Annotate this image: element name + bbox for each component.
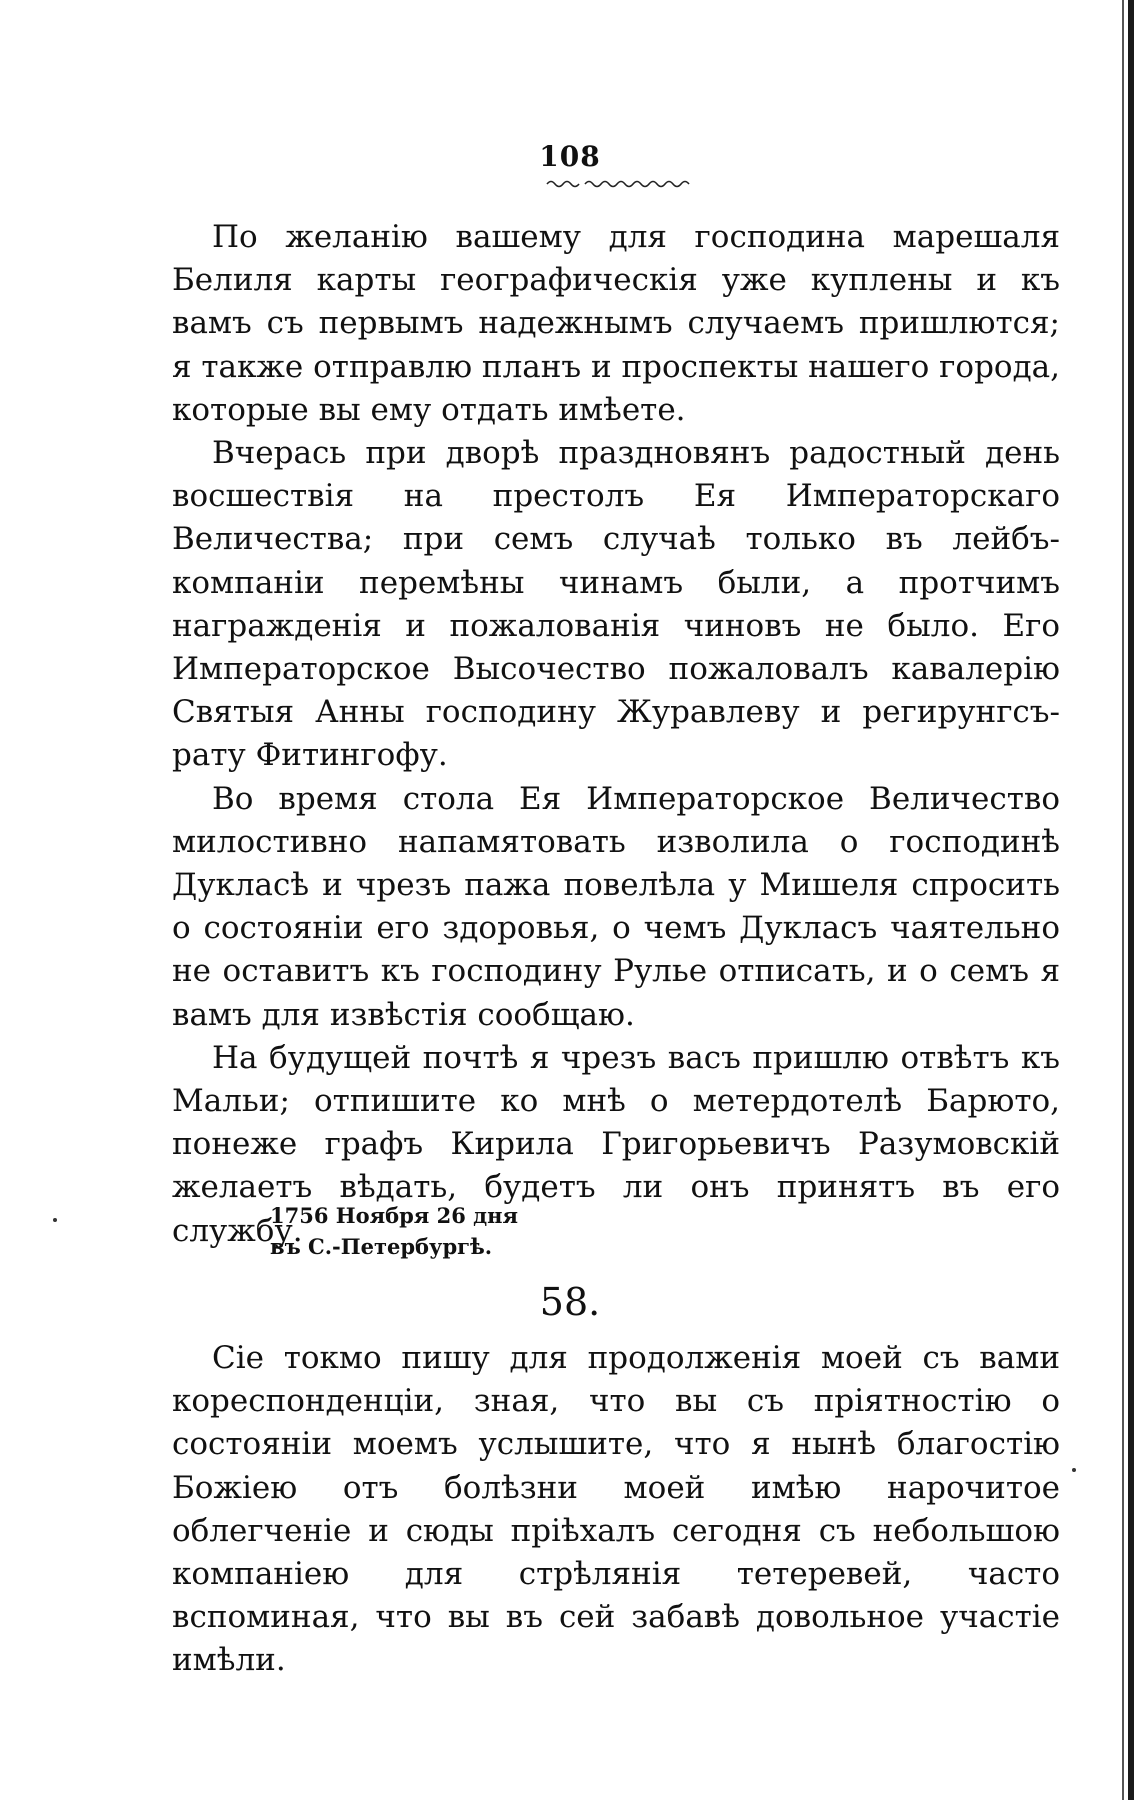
page-edge-line	[1122, 0, 1124, 1800]
page-number: 108	[539, 140, 601, 173]
paragraph: Во время стола Ея Императорское Величество милостивно напамятовать изволила о господинѣ Дукласѣ и чрезъ пажа повелѣла у Мишеля спросить о состояніи его здоровья, о чемъ Дукласъ чаятельно не оставитъ къ господину Рулье отписать, и о семъ я вамъ для извѣстія сообщаю.	[172, 780, 1060, 1033]
paragraph: Сіе токмо пишу для продолженія моей съ вами кореспонденціи, зная, что вы съ пріятностію о состояніи моемъ услышите, что я нынѣ благостію Божіею отъ болѣзни моей имѣю нарочитое облегченіе и сюды пріѣхалъ сегодня съ небольшою компаніею для стрѣлянія тетеревей, часто вспоминая, что вы въ сей забавѣ довольное участіе имѣли.	[172, 1340, 1060, 1679]
paragraph: Вчерась при дворѣ праздновянъ радостный день восшествія на престолъ Ея Императорскаго Величества; при семъ случаѣ только въ лейбъ-компаніи перемѣны чинамъ были, а протчимъ награжденія и пожалованія чиновъ не было. Его Императорское Высочество пожаловалъ кавалерію Святыя Анны господину Журавлеву и регирунгсъ-рату Фитингофу.	[172, 435, 1060, 774]
dateline	[270, 1200, 518, 1262]
paragraph: На будущей почтѣ я чрезъ васъ пришлю отвѣтъ къ Мальи; отпишите ко мнѣ о метердотелѣ Барюто, понеже графъ Кирила Григорьевичъ Разумовскій желаетъ вѣдать, будетъ ли онъ принятъ въ его службу.	[172, 1039, 1060, 1249]
dateline-place: въ С.-Петербургѣ.	[270, 1234, 493, 1259]
print-speck	[53, 1218, 57, 1222]
letter-58-body	[172, 1337, 1060, 1683]
letter-number: 58.	[539, 1280, 601, 1324]
print-speck	[1072, 1468, 1076, 1472]
dateline-date: 1756 Ноября 26 дня	[270, 1203, 519, 1228]
paragraph: По желанію вашему для господина марешаля Белиля карты географическія уже куплены и къ вамъ съ первымъ надежнымъ случаемъ пришлются; я также отправлю планъ и проспекты нашего города, которые вы ему отдать имѣете.	[172, 219, 1061, 428]
letter-57-body	[172, 216, 1060, 1253]
page-edge	[1128, 0, 1134, 1800]
ornamental-rule	[545, 176, 695, 192]
